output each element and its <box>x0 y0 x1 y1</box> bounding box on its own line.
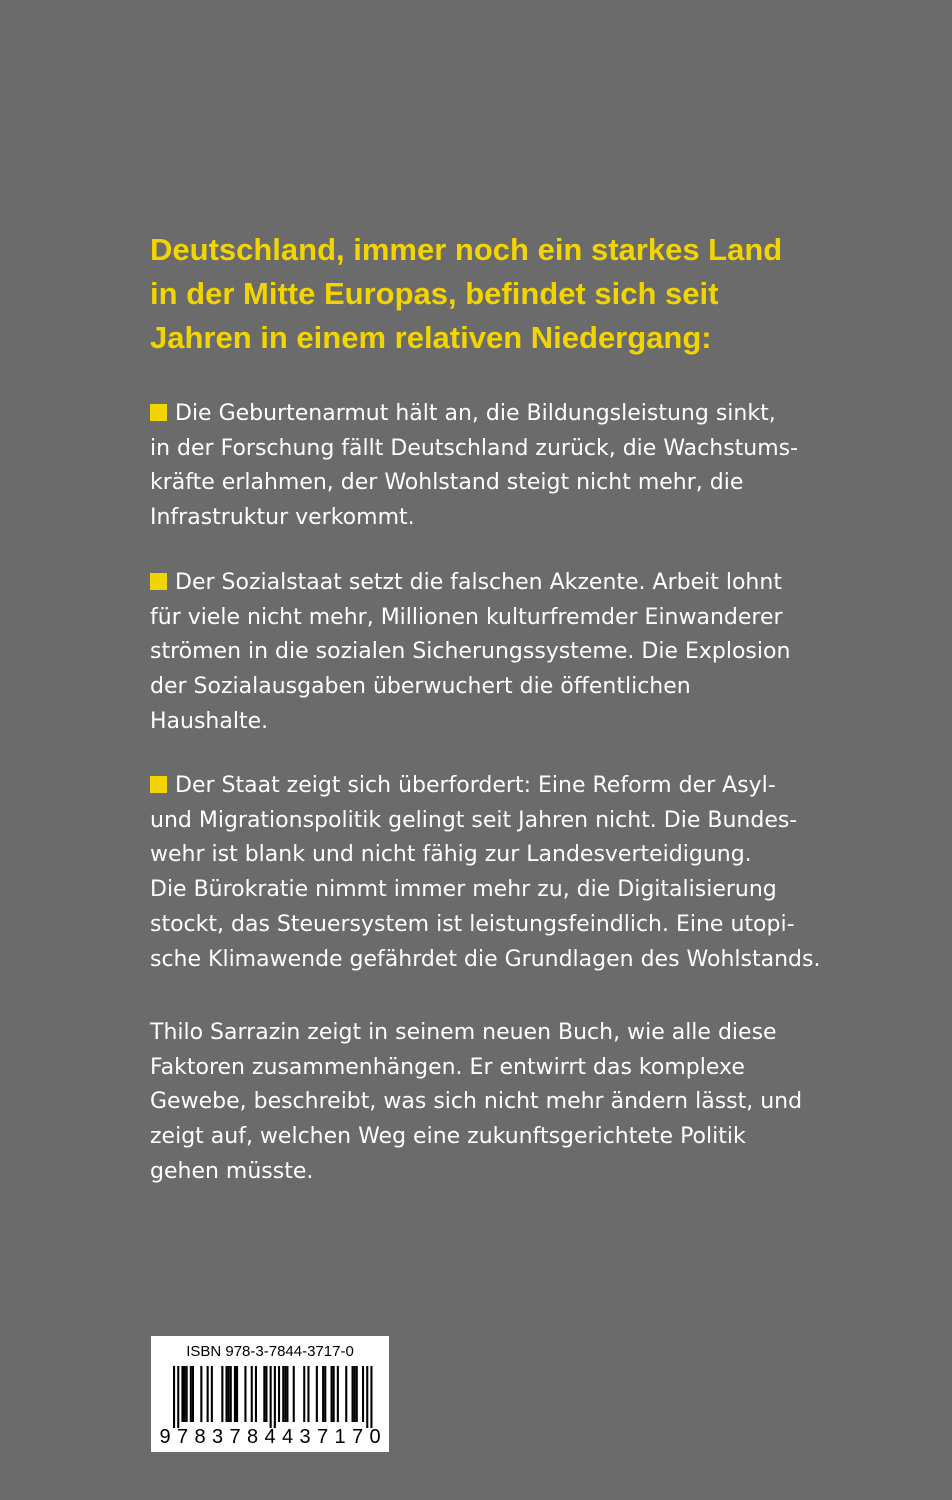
barcode-digit: 7 <box>229 1426 241 1448</box>
bullet-paragraph-welfare-state <box>150 566 870 740</box>
barcode-bar <box>211 1366 213 1422</box>
barcode-bar <box>226 1366 228 1422</box>
barcode-digit: 8 <box>246 1426 259 1448</box>
barcode-bar <box>333 1366 335 1422</box>
paragraph-line: Thilo Sarrazin zeigt in seinem neuen Buch, wie alle diese <box>150 1020 777 1045</box>
barcode-bar <box>324 1366 326 1422</box>
barcode-bar <box>181 1366 183 1422</box>
paragraph-line: der Sozialausgaben überwuchert die öffentlichen <box>150 674 691 700</box>
barcode-guard-bar <box>370 1366 372 1428</box>
barcode-digit: 3 <box>299 1426 311 1448</box>
barcode-bar <box>186 1366 188 1422</box>
barcode-bar <box>190 1366 192 1422</box>
paragraph-line: zeigt auf, welchen Weg eine zukunftsgerichtete Politik <box>150 1124 746 1150</box>
paragraph-line: Der Sozialstaat setzt die falschen Akzente. Arbeit lohnt <box>175 570 782 595</box>
paragraph-line: für viele nicht mehr, Millionen kulturfremder Einwanderer <box>150 604 783 630</box>
barcode-bar <box>322 1366 324 1422</box>
barcode-bar <box>244 1366 246 1422</box>
barcode-bar <box>236 1366 238 1422</box>
paragraph-line: sche Klimawende gefährdet die Grundlagen des Wohlstands. <box>150 946 821 972</box>
barcode-bar <box>293 1366 295 1422</box>
barcode-digit: 0 <box>369 1426 381 1448</box>
barcode-bar <box>184 1366 186 1422</box>
paragraph-line: stockt, das Steuersystem ist leistungsfeindlich. Eine utopi- <box>150 911 795 937</box>
barcode-digit: 1 <box>334 1426 346 1448</box>
barcode-bar <box>234 1366 236 1422</box>
barcode-bar <box>337 1366 339 1422</box>
paragraph-line: Die Bürokratie nimmt immer mehr zu, die Digitalisierung <box>150 877 777 903</box>
barcode-bar <box>303 1366 305 1422</box>
paragraph-line: gehen müsste. <box>150 1158 314 1184</box>
barcode-guard-bar <box>270 1366 272 1428</box>
barcode-bar <box>251 1366 253 1422</box>
barcode-bar <box>200 1366 202 1422</box>
barcode-bar <box>207 1366 209 1422</box>
barcode-bar <box>354 1366 356 1422</box>
barcode-bar <box>307 1366 309 1422</box>
barcode-digit: 8 <box>194 1426 206 1448</box>
barcode-digit: 4 <box>264 1426 276 1448</box>
barcode-bar <box>345 1366 347 1422</box>
barcode-bar <box>356 1366 358 1422</box>
barcode-bar <box>286 1366 288 1422</box>
barcode-bar <box>362 1366 364 1422</box>
barcode-digit: 7 <box>316 1426 329 1448</box>
yellow-square-bullet-icon <box>150 573 167 590</box>
barcode-bar <box>255 1366 257 1422</box>
barcode-bar <box>228 1366 230 1422</box>
barcode-digit: 3 <box>211 1426 224 1448</box>
paragraph-line: und Migrationspolitik gelingt seit Jahren nicht. Die Bundes- <box>150 807 798 833</box>
barcode-digit: 9 <box>159 1426 171 1448</box>
paragraph-line: Faktoren zusammenhängen. Er entwirrt das komplexe <box>150 1054 745 1080</box>
barcode-bar <box>352 1366 354 1422</box>
barcode-bar <box>282 1366 284 1422</box>
yellow-square-bullet-icon <box>150 404 167 421</box>
barcode-bar <box>316 1366 318 1422</box>
barcode-bar <box>284 1366 286 1422</box>
paragraph-line: Der Staat zeigt sich überfordert: Eine Reform der Asyl- <box>175 773 776 798</box>
barcode-guard-bar <box>366 1366 368 1428</box>
barcode-guard-bar <box>173 1366 175 1428</box>
barcode-bar <box>265 1366 267 1422</box>
paragraph-line: wehr ist blank und nicht fähig zur Landesverteidigung. <box>150 842 752 868</box>
paragraph-line: in der Forschung fällt Deutschland zurück, die Wachstums- <box>150 435 799 461</box>
isbn-barcode <box>151 1336 389 1452</box>
barcode-bar <box>192 1366 194 1422</box>
paragraph-line: Gewebe, beschreibt, was sich nicht mehr ändern lässt, und <box>150 1089 803 1115</box>
paragraph-line: kräfte erlahmen, der Wohlstand steigt nicht mehr, die <box>150 470 744 496</box>
bullet-paragraph-birthrate <box>150 397 870 536</box>
barcode-guard-bar <box>177 1366 179 1428</box>
headline-line: Jahren in einem relativen Niedergang: <box>150 320 712 355</box>
barcode-digits <box>157 1426 383 1449</box>
paragraph-line: Haushalte. <box>150 708 269 734</box>
barcode-digit: 7 <box>176 1426 189 1448</box>
barcode-guard-bar <box>274 1366 276 1428</box>
paragraph-line: strömen in die sozialen Sicherungssysteme. Die Explosion <box>150 639 791 665</box>
barcode-digit: 7 <box>351 1426 364 1448</box>
yellow-square-bullet-icon <box>150 776 167 793</box>
paragraph-line: Die Geburtenarmut hält an, die Bildungsleistung sinkt, <box>175 401 776 426</box>
barcode-bar <box>278 1366 280 1422</box>
closing-paragraph <box>150 1016 870 1190</box>
barcode-bar <box>331 1366 333 1422</box>
barcode-bar <box>230 1366 232 1422</box>
headline-line: Deutschland, immer noch ein starkes Land <box>150 232 783 267</box>
paragraph-line: Infrastruktur verkommt. <box>150 505 415 531</box>
bullet-paragraph-state-overwhelmed <box>150 769 870 977</box>
barcode-digit: 4 <box>281 1426 294 1448</box>
barcode-bar <box>263 1366 265 1422</box>
headline <box>150 228 870 360</box>
headline-line: in der Mitte Europas, befindet sich seit <box>150 276 719 311</box>
barcode-bar <box>221 1366 223 1422</box>
isbn-label: ISBN 978-3-7844-3717-0 <box>186 1343 354 1360</box>
